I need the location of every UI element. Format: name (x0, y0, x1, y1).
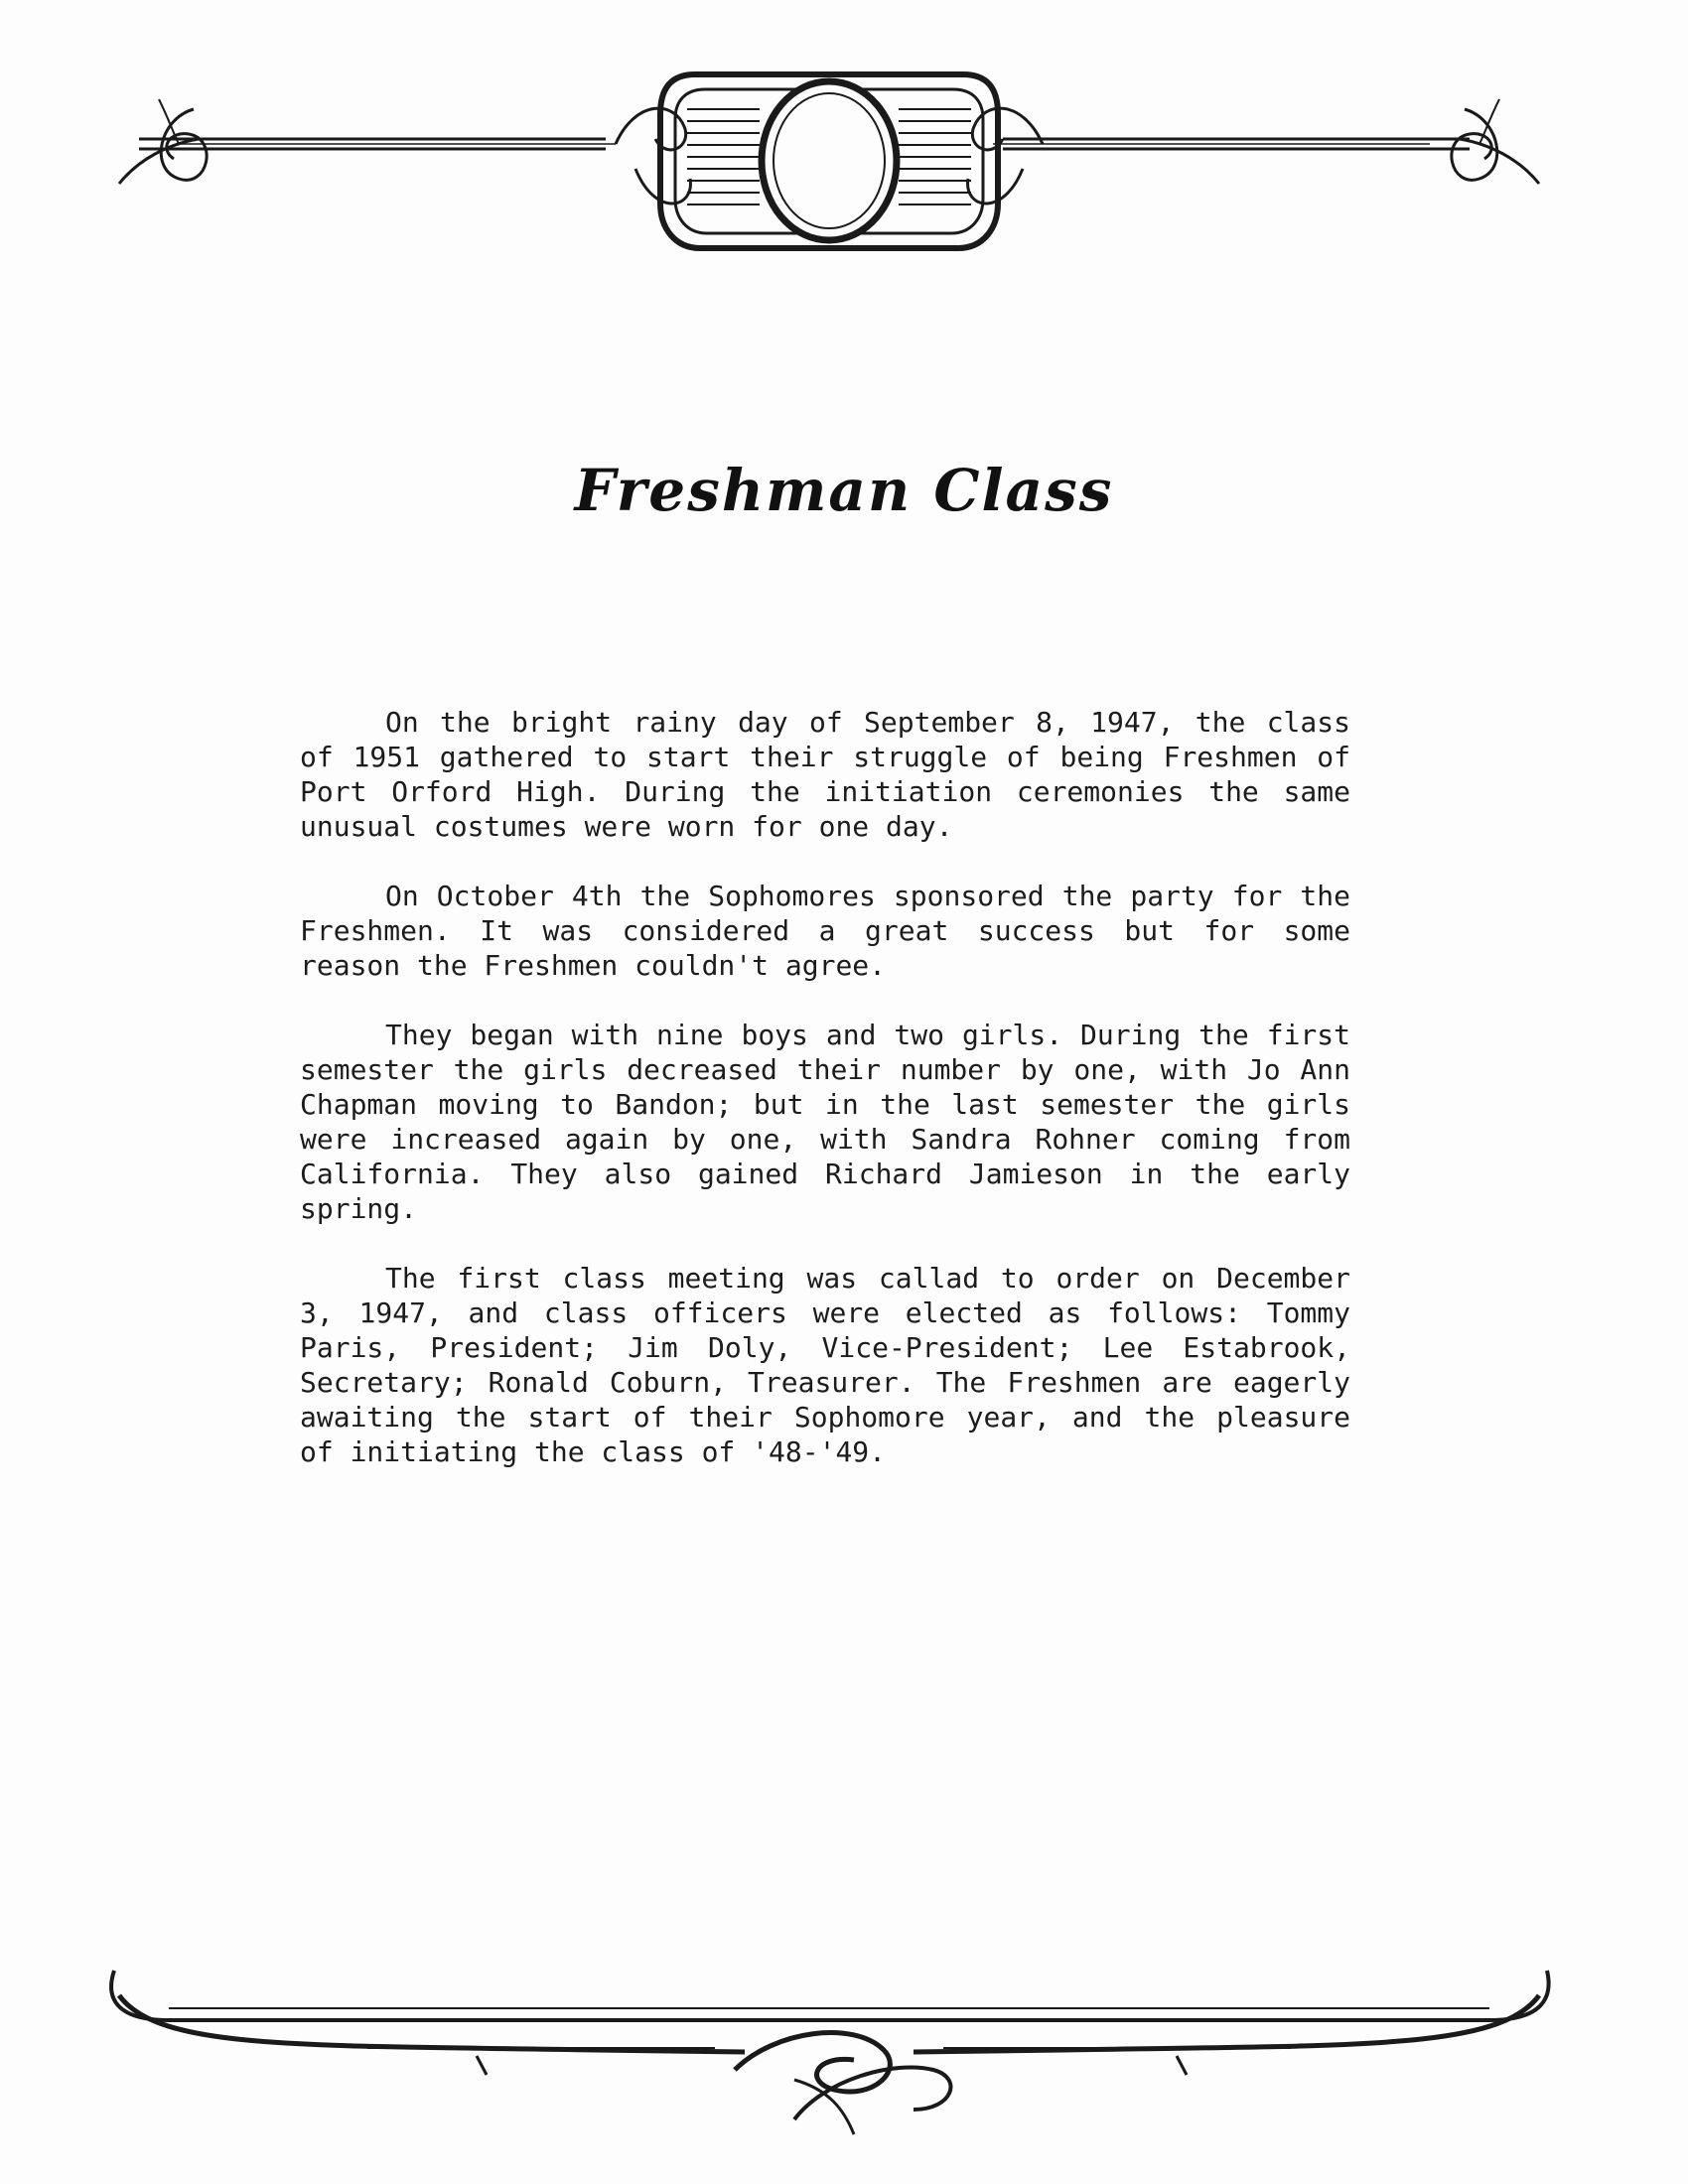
paragraph-3: They began with nine boys and two girls. During the first semester the girls decreased their number by one, with Jo Ann Chapman moving to Bandon; but in the last semester the girls were increased again by one, with Sandra Rohner coming from California. They also gained Richard Jamieson in the early spring. (300, 1019, 1350, 1225)
paragraph-2: On October 4th the Sophomores sponsored the party for the Freshmen. It was considered a great success but for some reason the Freshmen couldn't agree. (300, 880, 1350, 982)
paragraph-1: On the bright rainy day of September 8, 1947, the class of 1951 gathered to start their struggle of being Freshmen of Port Orford High. During the initiation ceremonies the same unusual costumes were worn for one day. (300, 706, 1350, 843)
paragraph-4: The first class meeting was callad to order on December 3, 1947, and class officers were elected as follows: Tommy Paris, President; Jim Doly, Vice-President; Lee Estabrook, Secretary; Ronald Coburn, Treasurer. The Freshmen are eagerly awaiting the start of their Sophomore year, and the pleasure of initiating the class of '48-'49. (300, 1262, 1350, 1468)
page-title: Freshman Class (574, 457, 1114, 524)
body-text (300, 705, 1350, 1504)
top-ornament (99, 40, 1559, 268)
bottom-ornament (99, 1961, 1559, 2149)
